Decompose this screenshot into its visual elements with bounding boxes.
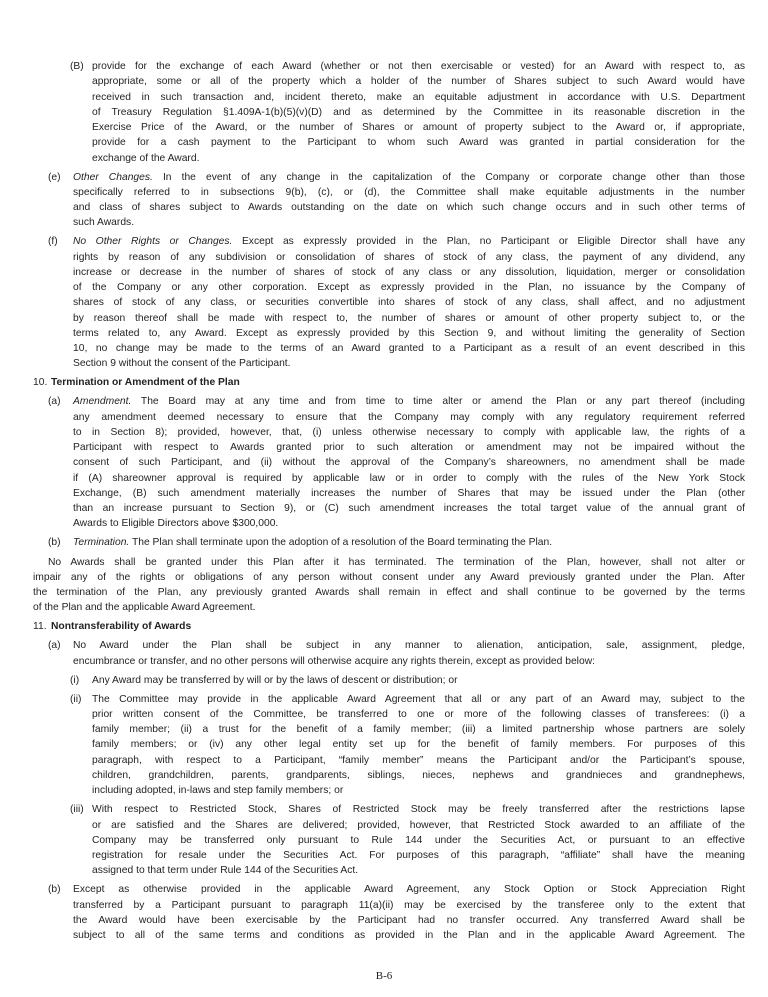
line-text: Exercise Price of the Award, or the number of Shares or amount of property subject to the Award or, if appropriate, [92,122,745,133]
line-text: shares of stock of any class, or securities convertible into shares of stock of any class, shall affect, and no adjustment [73,297,745,309]
text-line [92,105,745,120]
list-item [0,673,768,688]
line-text: No Award under the Plan shall be subject in any manner to alienation, anticipation, sale, assignment, pledge, [73,640,745,652]
text-line [73,516,745,531]
text-line [73,311,745,326]
text-line [70,692,745,707]
line-text: specifically referred to in subsections 9(b), (c), or (d), the Committee shall make equitable adjustments in the number [73,186,745,198]
item-label: (b) [48,884,61,896]
line-text: transferred by a Participant pursuant to paragraph 11(a)(ii) may be exercised by the transferee only to the extent that [73,899,745,911]
item-label: (b) [48,537,61,549]
text-line [48,170,745,185]
list-item [0,638,768,669]
line-text: prior written consent of the Committee, be transferred to one or more of the following classes of transferees: (i) a [92,708,745,720]
section-heading [0,619,768,634]
line-text: Awards to Eligible Directors above $300,000. [73,518,279,530]
text-line [73,215,745,230]
item-label: (f) [48,236,58,248]
line-text: Participant with respect to Awards granted prior to such alteration or amendment may not be impaired without the [73,442,745,454]
line-text: Company may be transferred only pursuant to Rule 144 under the Securities Act, or pursuant to an effective [92,834,745,846]
text-line [73,295,745,310]
item-caption: Other Changes. [73,171,153,183]
line-text: if (A) shareowner approval is required by applicable law or in order to comply with the rules of the New York Stock [73,472,745,484]
line-text: received in such transaction and, incident thereto, make an equitable adjustment in accordance with U.S. Department [92,91,745,103]
line-text: including adopted, in-laws and step family members; or [92,785,344,797]
text-line [92,737,745,752]
page-number: B-6 [375,970,393,982]
text-line [48,394,745,409]
text-line [73,928,745,943]
section-number: 10. [33,377,48,389]
text-line [73,356,745,371]
item-label: (ii) [70,693,82,705]
line-text: subject to all of the same terms and conditions as provided in the Plan and in the applicable Award Agreement. The [73,930,745,942]
line-text: family members; or (iv) any other legal entity set up for the benefit of family members. For purposes of this [92,739,745,751]
text-line [70,673,745,688]
line-text: exchange of the Award. [92,152,200,164]
section-title: Nontransferability of Awards [51,621,192,633]
text-line [92,74,745,89]
text-line [73,455,745,470]
line-text: Any Award may be transferred by will or by the laws of descent or distribution; or [92,674,458,686]
line-text: impair any of the rights or obligations of any person without consent under any Award previously granted under the Plan. After [33,571,745,583]
text-line [92,151,745,166]
line-text: The Plan shall terminate upon the adoption of a resolution of the Board terminating the Plan. [129,537,553,549]
text-line [92,768,745,783]
text-line [73,471,745,486]
text-line [33,570,745,585]
text-line [73,326,745,341]
text-line [70,59,745,74]
line-text: terms related to, any Award. Except as expressly provided by this Section 9, and without limiting the generality of Section [73,327,745,339]
line-text: the Award would have been exercisable by the Participant had no transfer occurred. Any transferred Award shall be [73,914,745,926]
list-item [0,882,768,943]
list-item [0,535,768,550]
line-text: provide for the exchange of each Award (whether or not then exercisable or vested) for an Award with respect to, as [92,61,745,72]
list-item [0,59,768,166]
text-line [73,341,745,356]
line-text: Except as otherwise provided in the applicable Award Agreement, any Stock Option or Stock Appreciation Right [73,884,745,896]
line-text: provide for a cash payment to the Participant to whom such Award was granted in partial consideration for the [92,137,745,149]
text-line [73,265,745,280]
text-line [92,848,745,863]
text-line [92,120,745,135]
text-line [92,863,745,878]
line-text: Section 9 without the consent of the Participant. [73,358,291,370]
heading-line [33,619,745,634]
text-line [73,280,745,295]
line-text: No Awards shall be granted under this Plan after it has terminated. The termination of the Plan, however, shall not alter or [48,556,745,568]
text-line [73,654,745,669]
text-line [92,707,745,722]
text-line [92,722,745,737]
item-label: (B) [70,61,84,72]
line-text: appropriate, some or all of the property which a holder of the number of Shares subject to such Award would have [92,76,745,88]
item-caption: Termination. [73,537,130,549]
text-line [33,585,745,600]
item-caption: No Other Rights or Changes. [73,236,233,248]
line-text: In the event of any change in the capitalization of the Company or corporate change other than those [152,171,745,183]
text-line [33,600,745,615]
line-text: of the Company or any other corporation. Except as expressly provided in the Plan, no issuance by the Company of [73,282,745,294]
line-text: assigned to that term under Rule 144 of the Securities Act. [92,865,359,877]
section-title: Termination or Amendment of the Plan [51,377,240,389]
line-text: registration for resale under the Securities Act. For purposes of this paragraph, “affiliate” shall have the meaning [92,850,745,862]
line-text: and class of shares subject to Awards outstanding on the date on which such change occurs and in such other terms of [73,202,745,214]
list-item [0,802,768,878]
text-line [48,234,745,249]
line-text: to in Section 8); provided, however, that, (i) unless otherwise necessary to comply with applicable law, the rights of a [73,426,745,438]
text-line [73,200,745,215]
item-label: (iii) [70,804,84,816]
line-text: of the Plan and the applicable Award Agreement. [33,602,256,614]
section-heading [0,375,768,390]
list-item [0,394,768,531]
item-label: (e) [48,171,61,183]
line-text: any amendment deemed necessary to ensure that the Company may comply with any regulatory requirement referred [73,411,745,423]
line-text: of Treasury Regulation §1.409A-1(b)(5)(v)(D) and as determined by the Committee in its reasonable discretion in the [92,106,745,118]
line-text: Except as expressly provided in the Plan, no Participant or Eligible Director shall have any [232,236,745,248]
line-text: paragraph, with respect to a Participant, “family member” means the Participant and/or the Participant’s spouse, [92,754,745,766]
line-text: The Committee may provide in the applicable Award Agreement that all or any part of an Award may, subject to the [92,693,745,705]
item-caption: Amendment. [73,396,132,408]
item-label: (a) [48,396,61,408]
text-line [73,410,745,425]
document-body [0,59,768,943]
line-text: children, grandchildren, parents, grandparents, siblings, nieces, nephews and grandnieces and grandnephews, [92,769,745,781]
item-label: (i) [70,674,80,686]
line-text: consent of such Participant, and (ii) without the approval of the Company’s shareowners, no amendment shall be made [73,457,745,469]
line-text: than an increase pursuant to Section 9), or (C) such amendment increases the total target value of the annual grant of [73,503,745,515]
list-item [0,692,768,799]
text-line [73,440,745,455]
list-item [0,234,768,371]
line-text: 10, no change may be made to the terms of an Award granted to a Participant as a result of an event described in this [73,343,745,355]
text-line [73,501,745,516]
line-text: such Awards. [73,217,135,229]
line-text: rights by reason of any subdivision or consolidation of shares of stock of any class, the payment of any dividend, any [73,251,745,263]
text-line [73,913,745,928]
line-text: by reason thereof shall be made with respect to, the number of shares or amount of other property subject to, or the [73,312,745,324]
text-line [92,135,745,150]
text-line [92,753,745,768]
text-line [92,783,745,798]
text-line [48,638,745,653]
text-line [70,802,745,817]
list-item [0,170,768,231]
line-text: The Board may at any time and from time to time alter or amend the Plan or any part thereof (including [131,396,745,408]
text-line [48,882,745,897]
line-text: increase or decrease in the number of shares of stock of any class or any dissolution, liquidation, merger or consolidation [73,266,745,278]
line-text: family member; (ii) a trust for the benefit of a family member; (iii) a limited partnership whose partners are solely [92,724,745,736]
text-line [48,555,745,570]
line-text: the termination of the Plan, any previously granted Awards shall remain in effect and shall continue to be governed by the terms [33,587,745,599]
line-text: encumbrance or transfer, and no other persons will otherwise acquire any rights therein, except as provided below: [73,655,595,667]
text-line [73,250,745,265]
text-line [73,185,745,200]
text-line [92,90,745,105]
text-line [48,535,745,550]
line-text: or are satisfied and the Shares are delivered; provided, however, that Restricted Stock awarded to an affiliate of the [92,819,745,831]
item-label: (a) [48,640,61,652]
line-text: Exchange, (B) such amendment materially increases the number of Shares that may be issued under the Plan (other [73,487,745,499]
text-line [73,486,745,501]
section-number: 11. [33,621,47,633]
text-line [92,818,745,833]
text-line [73,898,745,913]
paragraph [0,555,768,616]
heading-line [33,375,745,390]
text-line [92,833,745,848]
text-line [73,425,745,440]
line-text: With respect to Restricted Stock, Shares of Restricted Stock may be freely transferred after the restrictions lapse [92,804,745,816]
